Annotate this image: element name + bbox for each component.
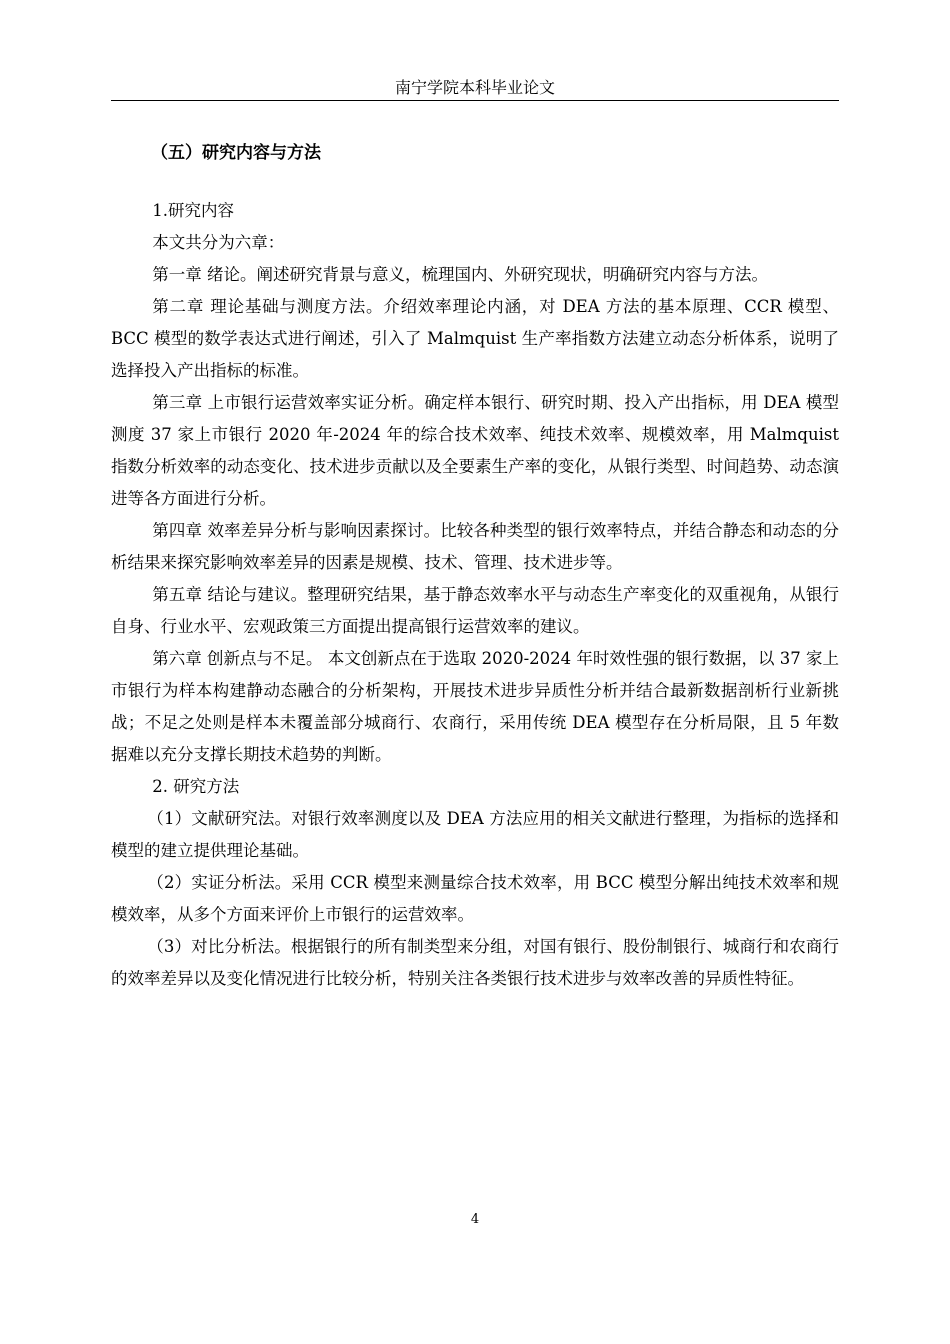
paragraph-chapter-1: 第一章 绪论。阐述研究背景与意义，梳理国内、外研究现状，明确研究内容与方法。 bbox=[152, 265, 768, 284]
paragraph-method-empirical: （2）实证分析法。采用 CCR 模型来测量综合技术效率，用 BCC 模型分解出纯技术效率和规模效率，从多个方面来评价上市银行的运营效率。 bbox=[111, 873, 839, 924]
paragraph-chapter-2: 第二章 理论基础与测度方法。介绍效率理论内涵，对 DEA 方法的基本原理、CCR 模型、BCC 模型的数学表达式进行阐述，引入了 Malmquist 生产率指数方法建立动态分析体系，说明了选择投入产出指标的标准。 bbox=[111, 297, 839, 380]
paragraph-chapter-5: 第五章 结论与建议。整理研究结果，基于静态效率水平与动态生产率变化的双重视角，从银行自身、行业水平、宏观政策三方面提出提高银行运营效率的建议。 bbox=[111, 585, 839, 636]
subsection-heading-research-methods: 2. 研究方法 bbox=[152, 777, 240, 796]
paragraph-chapter-6: 第六章 创新点与不足。 本文创新点在于选取 2020-2024 年时效性强的银行数据，以 37 家上市银行为样本构建静动态融合的分析架构，开展技术进步异质性分析并结合最新数据剖析行业新挑战；不足之处则是样本未覆盖部分城商行、农商行，采用传统 DEA 模型存在分析局限，且 5 年数据难以充分支撑长期技术趋势的判断。 bbox=[111, 649, 839, 764]
running-header: 南宁学院本科毕业论文 bbox=[394, 78, 555, 97]
header-divider bbox=[111, 100, 839, 101]
paragraph-chapter-3: 第三章 上市银行运营效率实证分析。确定样本银行、研究时期、投入产出指标，用 DEA 模型测度 37 家上市银行 2020 年-2024 年的综合技术效率、纯技术效率、规模效率，用 Malmquist 指数分析效率的动态变化、技术进步贡献以及全要素生产率的变化，从银行类型、时间趋势、动态演进等各方面进行分析。 bbox=[111, 393, 839, 508]
paragraph-method-comparative: （3）对比分析法。根据银行的所有制类型来分组，对国有银行、股份制银行、城商行和农商行的效率差异以及变化情况进行比较分析，特别关注各类银行技术进步与效率改善的异质性特征。 bbox=[111, 937, 839, 988]
paragraph-chapter-overview: 本文共分为六章： bbox=[152, 233, 285, 252]
page-number: 4 bbox=[470, 1212, 480, 1227]
section-heading: （五）研究内容与方法 bbox=[151, 143, 321, 163]
paragraph-method-literature: （1）文献研究法。对银行效率测度以及 DEA 方法应用的相关文献进行整理，为指标的选择和模型的建立提供理论基础。 bbox=[111, 809, 839, 860]
page-body bbox=[111, 137, 839, 995]
subsection-heading-research-content: 1.研究内容 bbox=[152, 201, 234, 220]
paragraph-chapter-4: 第四章 效率差异分析与影响因素探讨。比较各种类型的银行效率特点，并结合静态和动态的分析结果来探究影响效率差异的因素是规模、技术、管理、技术进步等。 bbox=[111, 521, 839, 572]
